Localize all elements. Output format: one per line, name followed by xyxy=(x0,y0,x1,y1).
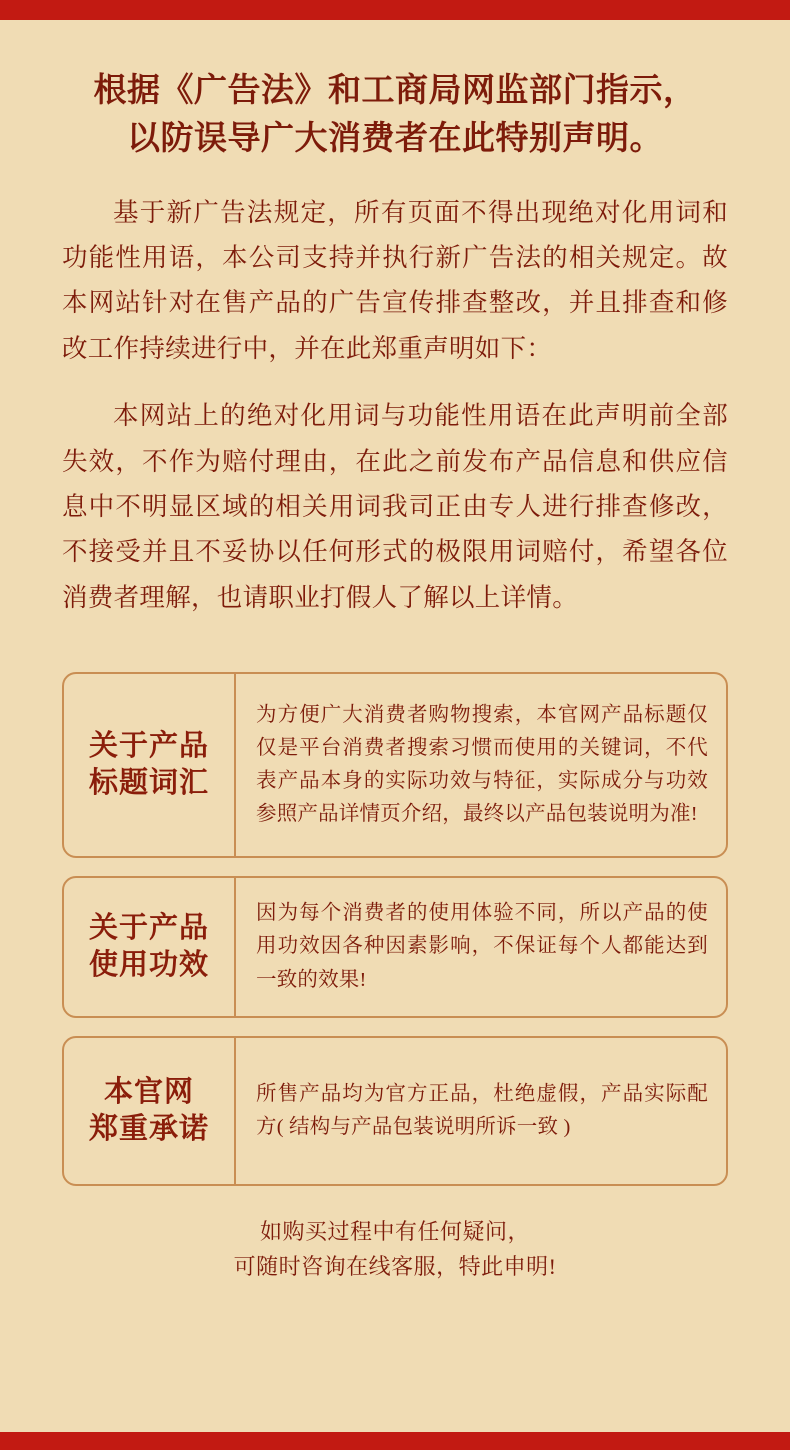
statement-card xyxy=(62,672,728,858)
bottom-accent-bar xyxy=(0,1432,790,1450)
statement-paragraph-2: 本网站上的绝对化用词与功能性用语在此声明前全部失效，不作为赔付理由，在此之前发布产品信息和供应信息中不明显区域的相关用词我司正由专人进行排查修改，不接受并且不妥协以任何形式的极限用词赔付，希望各位消费者理解，也请职业打假人了解以上详情。 xyxy=(62,401,728,612)
top-accent-bar xyxy=(0,0,790,20)
card-title-line-2: 使用功效 xyxy=(88,949,209,982)
statement-card xyxy=(62,1036,728,1186)
card-body: 所售产品均为官方正品，杜绝虚假，产品实际配方( 结构与产品包装说明所诉一致 ) xyxy=(256,1082,708,1139)
card-body: 为方便广大消费者购物搜索，本官网产品标题仅仅是平台消费者搜索习惯而使用的关键词，不代表产品本身的实际功效与特征，实际成分与功效参照产品详情页介绍，最终以产品包装说明为准! xyxy=(256,703,708,826)
card-title-line-1: 本官网 xyxy=(103,1075,194,1108)
card-title-line-1: 关于产品 xyxy=(88,729,209,762)
page-content xyxy=(0,20,790,1432)
footer-note xyxy=(62,1214,728,1284)
card-title xyxy=(64,878,236,1016)
card-title-line-2: 郑重承诺 xyxy=(88,1113,209,1146)
page-title-line-1: 根据《广告法》和工商局网监部门指示， xyxy=(93,73,697,109)
page-title-line-2: 以防误导广大消费者在此特别声明。 xyxy=(127,120,663,157)
statement-card xyxy=(62,876,728,1018)
card-body: 因为每个消费者的使用体验不同，所以产品的使用功效因各种因素影响，不保证每个人都能达到一致的效果! xyxy=(256,902,708,991)
statement-paragraph-1: 基于新广告法规定，所有页面不得出现绝对化用词和功能性用语，本公司支持并执行新广告法的相关规定。故本网站针对在售产品的广告宣传排查整改，并且排查和修改工作持续进行中，并在此郑重声明如下： xyxy=(62,197,728,363)
card-title-line-1: 关于产品 xyxy=(88,911,209,944)
footer-line-2: 可随时咨询在线客服，特此申明! xyxy=(233,1254,557,1280)
card-title xyxy=(64,674,236,856)
statement-card-list xyxy=(62,672,728,1186)
card-title xyxy=(64,1038,236,1184)
page-title xyxy=(62,68,728,164)
card-title-line-2: 标题词汇 xyxy=(88,767,209,800)
footer-line-1: 如购买过程中有任何疑问， xyxy=(259,1219,530,1245)
